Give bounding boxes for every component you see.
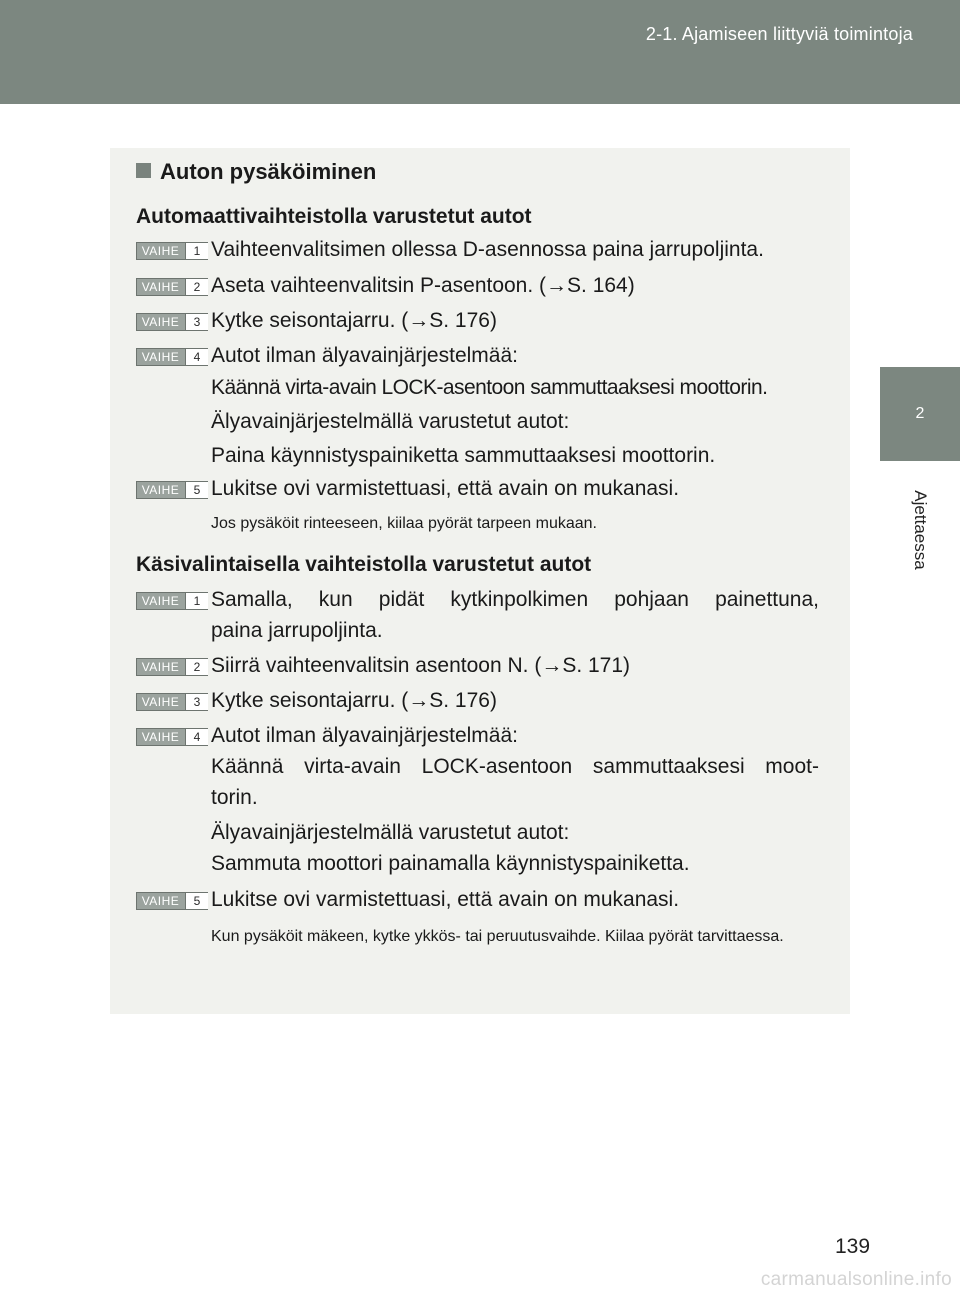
step-text: Lukitse ovi varmistettuasi, että avain on mukanasi. [211, 477, 680, 500]
step-text: torin. [211, 786, 258, 809]
note-text: Jos pysäköit rinteeseen, kiilaa pyörät tarpeen mukaan. [211, 515, 597, 532]
step-text: Vaihteenvalitsimen ollessa D-asennossa paina jarrupoljinta. [211, 238, 764, 261]
step-badge-frame [136, 242, 208, 260]
manual-heading: Käsivalintaisella vaihteistolla varustetut autot [136, 553, 592, 576]
step-badge-frame [136, 892, 208, 910]
chapter-number: 2 [915, 405, 925, 422]
step-badge [136, 892, 208, 910]
step-badge-number: 3 [185, 694, 208, 710]
step-badge-frame [136, 728, 208, 746]
step-badge-label: VAIHE [141, 660, 180, 674]
step-badge [136, 348, 208, 366]
step-badge [136, 728, 208, 746]
step-badge-label: VAIHE [141, 280, 180, 294]
page-header [0, 0, 960, 104]
step-badge-label: VAIHE [141, 350, 180, 364]
step-badge-frame [136, 693, 208, 711]
step-badge [136, 693, 208, 711]
step-badge-frame [136, 313, 208, 331]
step-text: Käännä virta-avain LOCK-asentoon sammuttaaksesi moot- [211, 755, 819, 778]
step-badge-label: VAIHE [141, 894, 180, 908]
step-badge [136, 313, 208, 331]
step-text: Kytke seisontajarru. (→S. 176) [211, 689, 497, 712]
step-badge-number: 3 [185, 314, 208, 330]
step-badge-frame [136, 348, 208, 366]
step-badge-frame [136, 481, 208, 499]
step-badge-number: 2 [185, 279, 208, 295]
step-badge [136, 658, 208, 676]
step-text: Autot ilman älyavainjärjestelmää: [211, 344, 518, 367]
step-badge-label: VAIHE [141, 730, 180, 744]
step-text: Siirrä vaihteenvalitsin asentoon N. (→S. 171) [211, 654, 631, 677]
step-text: Samalla, kun pidät kytkinpolkimen pohjaan painettuna, [211, 588, 819, 611]
step-badge [136, 242, 208, 260]
step-badge-number: 5 [185, 482, 208, 498]
square-bullet-icon [136, 163, 151, 178]
step-text: Älyavainjärjestelmällä varustetut autot: [211, 821, 570, 844]
step-badge-number: 1 [185, 593, 208, 609]
step-badge-number: 4 [185, 349, 208, 365]
step-text: Lukitse ovi varmistettuasi, että avain on mukanasi. [211, 888, 680, 911]
step-text: paina jarrupoljinta. [211, 619, 383, 642]
section-title [136, 159, 376, 185]
chapter-label: Ajettaessa [911, 490, 930, 570]
step-badge-label: VAIHE [141, 594, 180, 608]
step-text: Älyavainjärjestelmällä varustetut autot: [211, 410, 570, 433]
step-badge-number: 1 [185, 243, 208, 259]
chapter-tab [880, 367, 960, 461]
step-badge-number: 4 [185, 729, 208, 745]
step-text: Autot ilman älyavainjärjestelmää: [211, 724, 518, 747]
step-badge-label: VAIHE [141, 483, 180, 497]
step-text: Paina käynnistyspainiketta sammuttaaksesi moottorin. [211, 444, 716, 467]
step-badge-number: 5 [185, 893, 208, 909]
header-title: 2-1. Ajamiseen liittyviä toimintoja [645, 24, 913, 44]
step-badge [136, 592, 208, 610]
step-badge-label: VAIHE [141, 315, 180, 329]
step-badge-frame [136, 278, 208, 296]
automatic-heading: Automaattivaihteistolla varustetut autot [136, 205, 532, 228]
step-badge [136, 481, 208, 499]
step-text: Sammuta moottori painamalla käynnistyspainiketta. [211, 852, 690, 875]
note-text: Kun pysäköit mäkeen, kytke ykkös- tai peruutusvaihde. Kiilaa pyörät tarvittaessa. [211, 928, 784, 945]
step-badge [136, 278, 208, 296]
section-title-text: Auton pysäköiminen [160, 159, 377, 184]
step-text: Aseta vaihteenvalitsin P-asentoon. (→S. 164) [211, 274, 635, 297]
step-badge-label: VAIHE [141, 695, 180, 709]
step-badge-number: 2 [185, 659, 208, 675]
watermark: carmanualsonline.info [760, 1269, 952, 1290]
step-badge-label: VAIHE [141, 244, 180, 258]
step-text: Kytke seisontajarru. (→S. 176) [211, 309, 497, 332]
step-badge-frame [136, 658, 208, 676]
step-text: Käännä virta-avain LOCK-asentoon sammuttaaksesi moottorin. [211, 376, 768, 399]
step-badge-frame [136, 592, 208, 610]
page-number: 139 [835, 1235, 871, 1258]
